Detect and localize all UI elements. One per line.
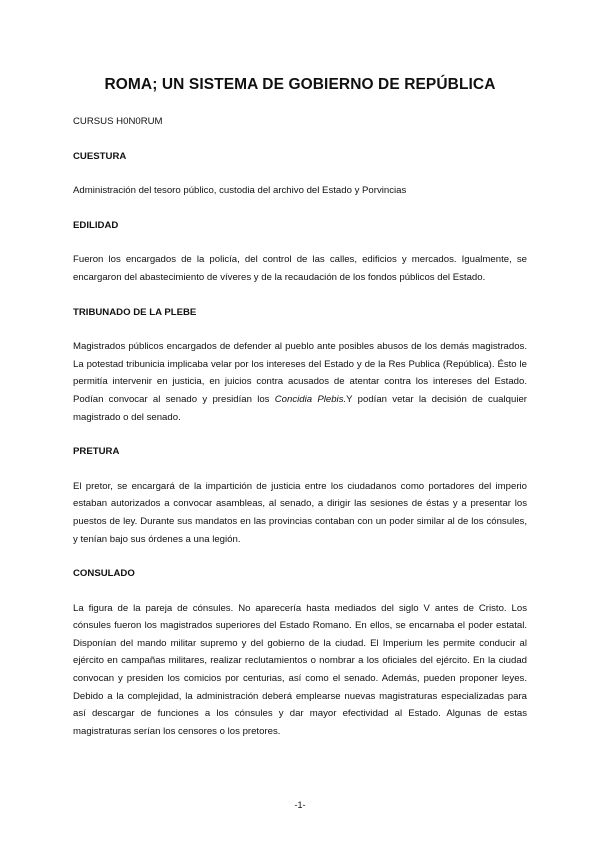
section-text-cuestura: Administración del tesoro público, custodia del archivo del Estado y Porvincias <box>73 185 407 197</box>
section-heading-cuestura: CUESTURA <box>73 150 127 162</box>
section-text-pretura: El pretor, se encargará de la impartición de justicia entre los ciudadanos como portadores del imperio estaban autorizados a convocar asambleas, al senado, a dirigir las sesiones de éstas y a presentar los puestos de ley. Durante sus mandatos en las provincias contaban con un poder similar al de los cónsules, y tenían bajo sus órdenes a una legión. <box>73 480 527 545</box>
section-text-consulado: La figura de la pareja de cónsules. No aparecería hasta mediados del siglo V antes de Cristo. Los cónsules fueron los magistrados superiores del Estado Romano. En ellos, se encarnaba el poder estatal. Disponían del mando militar supremo y del gobierno de la ciudad. El Imperium les permite conducir al ejército en campañas militares, realizar reclutamientos o nombrar a los oficiales del ejército. En la ciudad convocan y presiden los comicios por centurias, así como el senado. Además, pueden proponer leyes. Debido a la complejidad, la administración deberá emplearse nuevas magistraturas especializadas para así descargar de funciones a los cónsules y dar mayor efectividad al Estado. Algunas de estas magistraturas serían los censores o los pretores. <box>73 602 527 737</box>
document-subtitle: CURSUS H0N0RUM <box>73 116 163 127</box>
section-heading-consulado: CONSULADO <box>73 568 135 580</box>
section-text-edilidad: Fueron los encargados de la policía, del control de las calles, edificios y mercados. Igualmente, se encargaron del abastecimiento de víveres y de la recaudación de los fondos públicos del Estado. <box>73 254 527 283</box>
page-number: -1- <box>294 800 306 810</box>
section-heading-tribunado: TRIBUNADO DE LA PLEBE <box>73 306 197 318</box>
section-heading-pretura: PRETURA <box>73 446 120 458</box>
tribunado-text-italic: Concidia Plebis. <box>274 393 347 405</box>
tribunado-text-part-1: Magistrados públicos encargados de defender al pueblo ante posibles abusos de los demás magistrados. La potestad tribunicia implicaba velar por los intereses del Estado y de la Res Publica (República). Ésto le permitía intervenir en justicia, en juicios contra acusados de atentar contra los intereses del Estado. Podían convocar al senado y presidían los <box>73 341 527 405</box>
tribunado-text-part-2: Y podían vetar la decisión de cualquier magistrado o del senado. <box>73 393 527 423</box>
section-heading-edilidad: EDILIDAD <box>73 219 119 231</box>
section-text-tribunado <box>73 338 527 426</box>
document-title: ROMA; UN SISTEMA DE GOBIERNO DE REPÚBLICA <box>104 76 496 93</box>
document-body <box>73 113 527 757</box>
